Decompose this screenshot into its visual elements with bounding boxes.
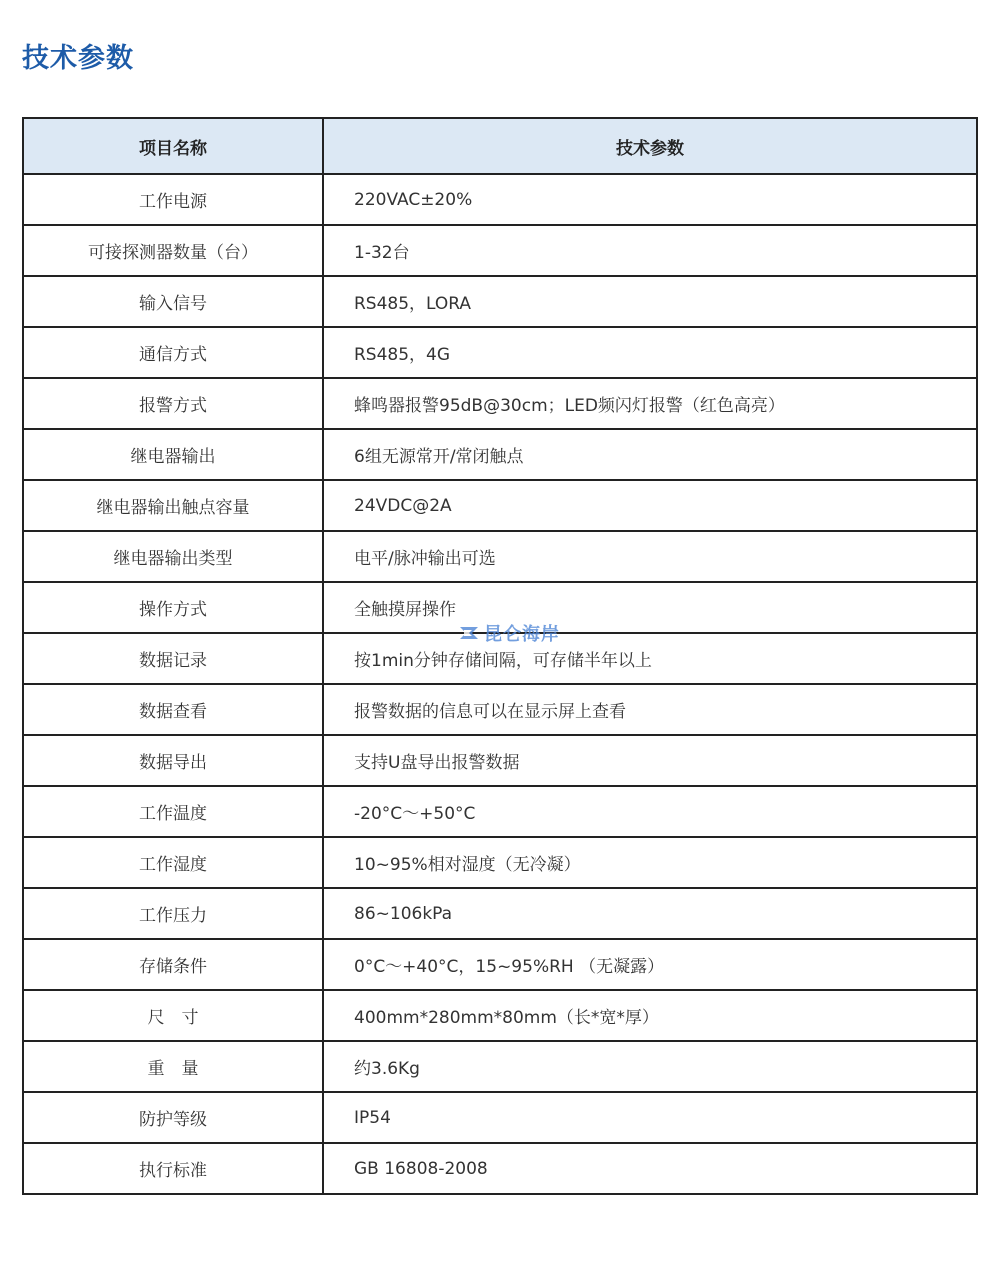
table-row [23,276,977,327]
table-row [23,327,977,378]
row-item-name: 工作电源 [23,174,323,225]
row-item-name: 继电器输出类型 [23,531,323,582]
row-item-value: 报警数据的信息可以在显示屏上查看 [323,684,977,735]
row-item-value: RS485，4G [323,327,977,378]
row-item-value: 全触摸屏操作 [323,582,977,633]
row-item-value: 400mm*280mm*80mm（长*宽*厚） [323,990,977,1041]
table-row [23,480,977,531]
row-item-value: 支持U盘导出报警数据 [323,735,977,786]
watermark [458,620,560,646]
row-item-name: 数据记录 [23,633,323,684]
row-item-value: 220VAC±20% [323,174,977,225]
row-item-name: 工作湿度 [23,837,323,888]
row-item-name: 存储条件 [23,939,323,990]
row-item-value: 蜂鸣器报警95dB@30cm；LED频闪灯报警（红色高亮） [323,378,977,429]
table-row [23,531,977,582]
table-row [23,1041,977,1092]
watermark-text: 昆仑海岸 [484,624,560,645]
table-row [23,1092,977,1143]
kunlun-logo-icon [458,623,480,643]
row-item-name: 数据查看 [23,684,323,735]
row-item-name: 防护等级 [23,1092,323,1143]
spec-table [22,117,978,1195]
table-row [23,378,977,429]
row-item-name: 工作压力 [23,888,323,939]
row-item-value: 6组无源常开/常闭触点 [323,429,977,480]
row-item-name: 数据导出 [23,735,323,786]
table-row [23,939,977,990]
row-item-value: 10~95%相对湿度（无冷凝） [323,837,977,888]
row-item-name: 操作方式 [23,582,323,633]
row-item-value: 约3.6Kg [323,1041,977,1092]
row-item-name: 继电器输出触点容量 [23,480,323,531]
row-item-name: 继电器输出 [23,429,323,480]
row-item-name: 重 量 [23,1041,323,1092]
row-item-value: 0°C～+40°C，15~95%RH （无凝露） [323,939,977,990]
spec-table-body [23,174,977,1194]
row-item-name: 输入信号 [23,276,323,327]
row-item-value: 电平/脉冲输出可选 [323,531,977,582]
row-item-value: 24VDC@2A [323,480,977,531]
row-item-name: 执行标准 [23,1143,323,1194]
table-row [23,1143,977,1194]
header-item-value: 技术参数 [323,118,977,174]
table-row [23,888,977,939]
row-item-value: -20°C～+50°C [323,786,977,837]
table-row [23,735,977,786]
table-header-row [23,118,977,174]
header-item-name: 项目名称 [23,118,323,174]
row-item-name: 尺 寸 [23,990,323,1041]
row-item-value: 1-32台 [323,225,977,276]
row-item-value: RS485，LORA [323,276,977,327]
row-item-name: 工作温度 [23,786,323,837]
page-title: 技术参数 [22,43,134,74]
row-item-name: 通信方式 [23,327,323,378]
row-item-value: 按1min分钟存储间隔，可存储半年以上 [323,633,977,684]
table-row [23,786,977,837]
table-row [23,837,977,888]
table-row [23,429,977,480]
row-item-value: 86~106kPa [323,888,977,939]
row-item-name: 可接探测器数量（台） [23,225,323,276]
table-row [23,990,977,1041]
table-row [23,684,977,735]
row-item-value: GB 16808-2008 [323,1143,977,1194]
row-item-value: IP54 [323,1092,977,1143]
row-item-name: 报警方式 [23,378,323,429]
table-row [23,174,977,225]
table-row [23,225,977,276]
